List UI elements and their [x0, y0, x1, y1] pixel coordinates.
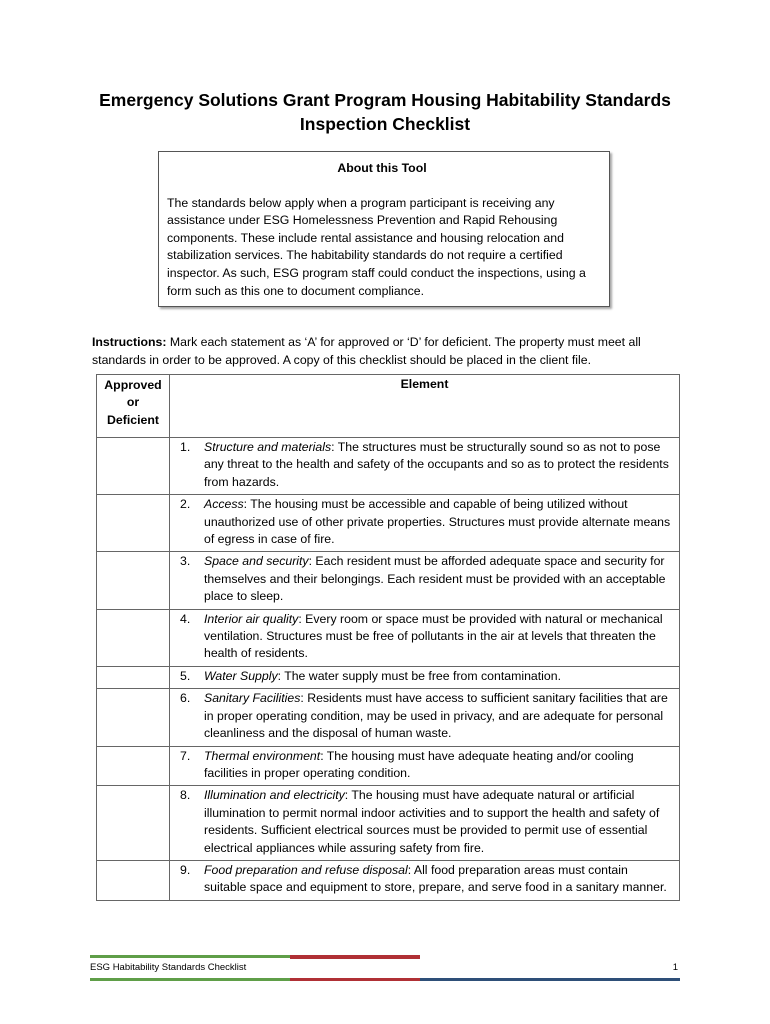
status-cell[interactable] [97, 786, 170, 861]
instructions [92, 333, 682, 369]
element-item [176, 748, 673, 783]
element-cell [170, 860, 680, 900]
element-description: : Every room or space must be provided with natural or mechanical ventilation. Structures must be free of pollutants in the air at levels that threaten the health of residents. [204, 611, 663, 661]
element-cell [170, 786, 680, 861]
element-text [204, 553, 673, 605]
status-cell[interactable] [97, 552, 170, 609]
element-text [204, 611, 673, 663]
element-description: : Each resident must be afforded adequate space and security for themselves and their belongings. Each resident must be provided with an acceptable place to sleep. [204, 554, 666, 604]
status-cell[interactable] [97, 438, 170, 495]
element-number: 4. [180, 611, 191, 626]
element-description: : The housing must have adequate natural or artificial illumination to permit normal indoor activities and to support the health and safety of residents. Sufficient electrical sources must be provided to permit use of essential electrical appliances while assuring safety from fire. [204, 788, 660, 855]
table-row [97, 495, 680, 552]
element-cell [170, 609, 680, 666]
status-cell[interactable] [97, 666, 170, 688]
table-row [97, 786, 680, 861]
element-item [176, 787, 673, 857]
footer-bar-green-bottom [90, 978, 290, 981]
element-item [176, 439, 673, 491]
approved-header-line: or [126, 395, 140, 410]
element-term: Access [204, 497, 244, 512]
element-item [176, 862, 673, 897]
element-cell [170, 689, 680, 746]
element-item [176, 611, 673, 663]
element-description: : The housing must have adequate heating and/or cooling facilities in proper operating condition. [204, 748, 634, 780]
element-number: 8. [180, 788, 191, 803]
element-cell [170, 438, 680, 495]
element-description: : All food preparation areas must contain suitable space and equipment to store, prepare, and serve food in a sanitary manner. [204, 862, 667, 895]
status-cell[interactable] [97, 495, 170, 552]
element-cell [170, 746, 680, 786]
element-term: Illumination and electricity [204, 788, 345, 803]
footer-bar-green [90, 955, 290, 958]
status-cell[interactable] [97, 609, 170, 666]
footer-bar-red-bottom [290, 978, 420, 981]
element-description: : The water supply must be free from contamination. [277, 668, 562, 683]
element-number: 5. [180, 668, 191, 683]
element-text [204, 748, 673, 783]
instructions-label: Instructions: [92, 335, 167, 349]
element-description: : The housing must be accessible and capable of being utilized without unauthorized use of other private properties. Structures must provide alternate means of egress in case of fire. [204, 497, 671, 547]
element-number: 2. [180, 497, 191, 512]
element-description: : Residents must have access to sufficient sanitary facilities that are in proper operating condition, may be used in privacy, and are adequate for personal cleanliness and the disposal of human waste. [204, 691, 668, 741]
element-column-header: Element [170, 375, 680, 438]
footer-title: ESG Habitability Standards Checklist [90, 962, 247, 973]
about-body: The standards below apply when a program participant is receiving any assistance under ESG Homelessness Prevention and Rapid Rehousing components. These include rental assistance and housing relocation and stabilization services. The habitability standards do not require a certified inspector. As such, ESG program staff could conduct the inspections, using a form such as this one to document compliance. [167, 195, 586, 298]
approved-header-line: Deficient [107, 412, 159, 427]
element-cell [170, 552, 680, 609]
approved-header-line: Approved [104, 378, 162, 392]
status-cell[interactable] [97, 860, 170, 900]
element-item [176, 553, 673, 605]
instructions-text: Mark each statement as ‘A’ for approved or ‘D’ for deficient. The property must meet all standards in order to be approved. A copy of this checklist should be placed in the client file. [92, 335, 641, 367]
element-description: : The structures must be structurally sound so as not to pose any threat to the health and safety of the occupants and so as to protect the residents from hazards. [204, 440, 669, 489]
page-footer [90, 955, 680, 981]
table-row [97, 552, 680, 609]
element-text [204, 690, 673, 742]
title-line-1: Emergency Solutions Grant Program Housing Habitability Standards [99, 90, 671, 110]
element-term: Water Supply [204, 668, 278, 683]
element-term: Interior air quality [204, 611, 299, 626]
table-row [97, 609, 680, 666]
element-item [176, 690, 673, 742]
table-row [97, 746, 680, 786]
page-number: 1 [672, 962, 678, 973]
element-term: Thermal environment [204, 748, 321, 763]
element-cell [170, 495, 680, 552]
element-number: 3. [180, 554, 191, 569]
table-row [97, 689, 680, 746]
element-text [204, 862, 673, 897]
element-number: 6. [180, 691, 191, 706]
footer-bar-red [290, 955, 420, 959]
table-header-row [97, 375, 680, 438]
element-text [204, 787, 673, 857]
element-text [204, 668, 673, 685]
table-row [97, 860, 680, 900]
element-term: Space and security [204, 554, 309, 569]
footer-bar-blue [420, 978, 680, 981]
approved-column-header [97, 375, 170, 438]
element-cell [170, 666, 680, 688]
element-term: Food preparation and refuse disposal [204, 862, 408, 877]
status-cell[interactable] [97, 689, 170, 746]
element-text [204, 439, 673, 491]
element-text [204, 496, 673, 548]
element-term: Structure and materials [204, 440, 332, 454]
checklist-table [96, 374, 680, 901]
element-term: Sanitary Facilities [204, 691, 301, 706]
document-title [60, 88, 710, 136]
title-line-2: Inspection Checklist [299, 114, 471, 134]
table-row [97, 666, 680, 688]
table-row [97, 438, 680, 495]
element-number: 9. [180, 862, 191, 877]
element-number: 7. [180, 748, 191, 763]
element-item [176, 668, 673, 685]
about-tool-box [158, 151, 610, 307]
element-item [176, 496, 673, 548]
element-number: 1. [180, 440, 191, 454]
status-cell[interactable] [97, 746, 170, 786]
about-heading: About this Tool [337, 161, 427, 175]
